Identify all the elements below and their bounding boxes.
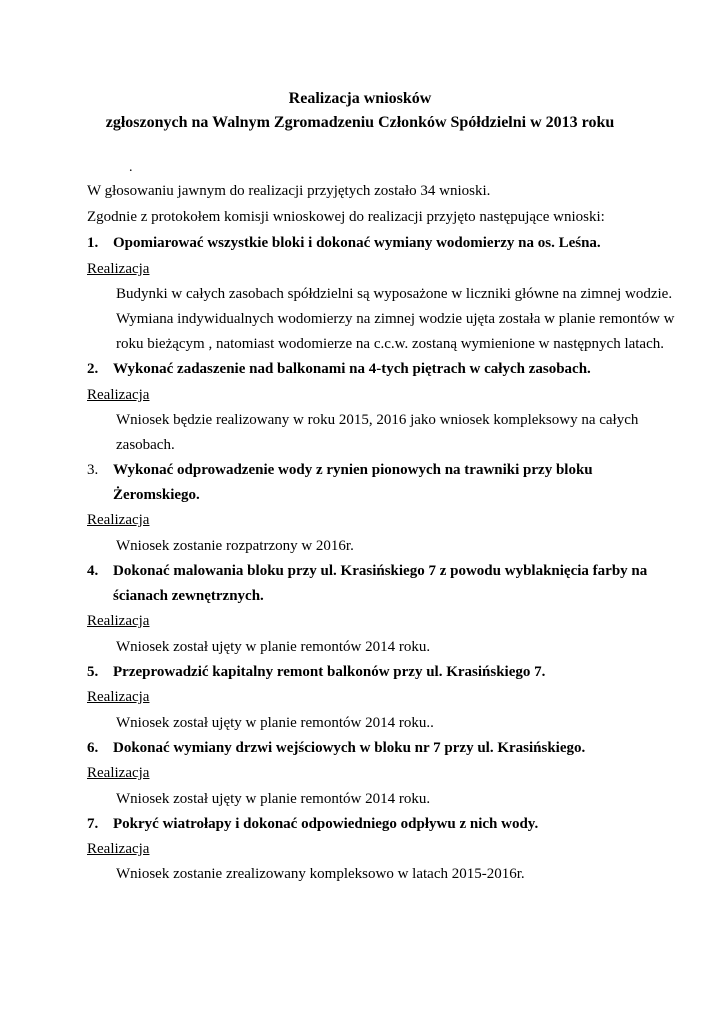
response-line: Wymiana indywidualnych wodomierzy na zimnej wodzie ujęta została w planie remontów w <box>116 311 675 327</box>
realizacja-label: Realizacja <box>87 841 150 857</box>
item-text: Dokonać malowania bloku przy ul. Krasińskiego 7 z powodu wyblaknięcia farby na <box>113 563 648 579</box>
motion-item-2 <box>87 359 591 379</box>
item-number: 7. <box>87 816 99 832</box>
response-line: Budynki w całych zasobach spółdzielni są wyposażone w liczniki główne na zimnej wodzie. <box>116 286 673 302</box>
response-line: Wniosek został ujęty w planie remontów 2014 roku.. <box>116 715 434 731</box>
motion-item-6 <box>87 738 585 758</box>
intro-line: Zgodnie z protokołem komisji wnioskowej do realizacji przyjęto następujące wnioski: <box>87 209 605 225</box>
item-text: Wykonać zadaszenie nad balkonami na 4-tych piętrach w całych zasobach. <box>113 361 591 377</box>
document-subtitle: zgłoszonych na Walnym Zgromadzeniu Członków Spółdzielni w 2013 roku <box>105 114 615 131</box>
item-text-continuation: Żeromskiego. <box>113 487 200 503</box>
realizacja-label: Realizacja <box>87 613 150 629</box>
item-text-continuation: ścianach zewnętrznych. <box>113 588 264 604</box>
item-text: Wykonać odprowadzenie wody z rynien pionowych na trawniki przy bloku <box>113 462 593 478</box>
response-line: Wniosek zostanie zrealizowany kompleksowo w latach 2015-2016r. <box>116 866 525 882</box>
realizacja-label: Realizacja <box>87 512 150 528</box>
item-number: 5. <box>87 664 99 680</box>
realizacja-label: Realizacja <box>87 261 150 277</box>
realizacja-label: Realizacja <box>87 689 150 705</box>
response-line: Wniosek zostanie rozpatrzony w 2016r. <box>116 538 354 554</box>
item-text: Przeprowadzić kapitalny remont balkonów przy ul. Krasińskiego 7. <box>113 664 546 680</box>
intro-line: W głosowaniu jawnym do realizacji przyjętych zostało 34 wnioski. <box>87 183 491 199</box>
response-line: Wniosek będzie realizowany w roku 2015, 2016 jako wniosek kompleksowy na całych <box>116 412 639 428</box>
motion-item-5 <box>87 662 545 682</box>
realizacja-label: Realizacja <box>87 387 150 403</box>
motion-item-7 <box>87 814 538 834</box>
motion-item-4 <box>87 561 647 581</box>
item-text: Dokonać wymiany drzwi wejściowych w bloku nr 7 przy ul. Krasińskiego. <box>113 740 586 756</box>
response-line: Wniosek został ujęty w planie remontów 2014 roku. <box>116 639 431 655</box>
document-title: Realizacja wniosków <box>288 90 432 107</box>
item-number: 6. <box>87 740 99 756</box>
response-line: Wniosek został ujęty w planie remontów 2014 roku. <box>116 791 431 807</box>
item-text: Pokryć wiatrołapy i dokonać odpowiedniego odpływu z nich wody. <box>113 816 539 832</box>
motion-item-1 <box>87 233 601 253</box>
item-number: 2. <box>87 361 99 377</box>
stray-dot: . <box>129 160 133 175</box>
response-line: roku bieżącym , natomiast wodomierze na c.c.w. zostaną wymienione w następnych latach. <box>116 336 664 352</box>
realizacja-label: Realizacja <box>87 765 150 781</box>
item-number: 1. <box>87 235 99 251</box>
item-number: 4. <box>87 563 99 579</box>
item-text: Opomiarować wszystkie bloki i dokonać wymiany wodomierzy na os. Leśna. <box>113 235 601 251</box>
response-line: zasobach. <box>116 437 175 453</box>
item-number: 3. <box>87 462 99 478</box>
motion-item-3 <box>87 460 593 480</box>
